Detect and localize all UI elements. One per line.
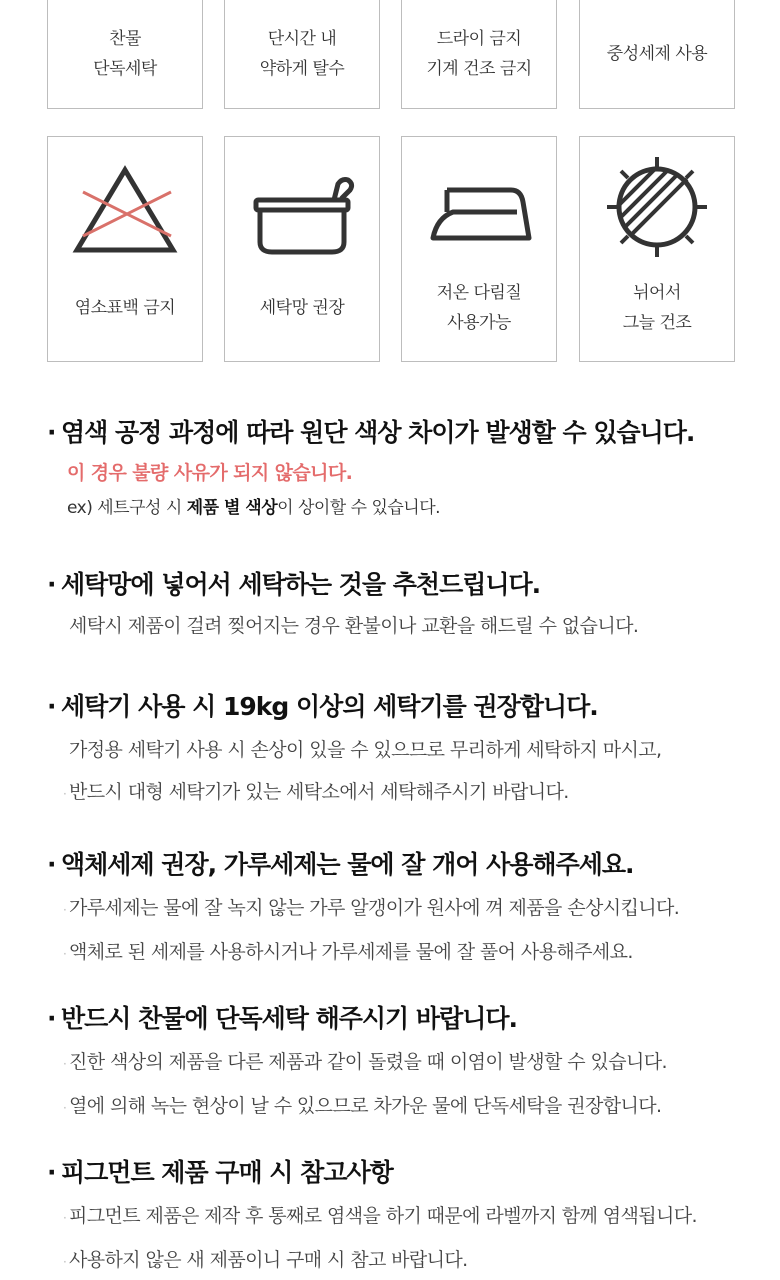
notice-title: · 반드시 찬물에 단독세탁 해주시기 바랍니다. (47, 1004, 518, 1033)
laundry-net-icon (225, 151, 379, 261)
notice-title: · 염색 공정 과정에 따라 원단 색상 차이가 발생할 수 있습니다. (47, 418, 695, 447)
care-label-line: 찬물 (109, 29, 141, 49)
care-label (225, 21, 379, 87)
care-label (48, 275, 202, 341)
notice-line: · 피그먼트 제품은 제작 후 통째로 염색을 하기 때문에 라벨까지 함께 염색됩니다. (63, 1205, 697, 1227)
notice-line: · 가루세제는 물에 잘 녹지 않는 가루 알갱이가 원사에 껴 제품을 손상시킵니다. (63, 897, 680, 919)
care-label-line: 사용가능 (447, 313, 511, 333)
care-card-cold-wash (47, 0, 203, 109)
notice-title: · 피그먼트 제품 구매 시 참고사항 (47, 1158, 393, 1187)
care-label (580, 275, 734, 341)
care-label-line: 염소표백 금지 (74, 298, 176, 318)
care-card-low-temp-iron (401, 136, 557, 362)
care-label-line: 약하게 탈수 (259, 59, 345, 79)
care-label (580, 21, 734, 87)
notice-detergent (47, 848, 747, 968)
care-label-line: 기계 건조 금지 (426, 59, 532, 79)
low-temp-iron-icon (402, 151, 556, 261)
no-bleach-icon (48, 151, 202, 261)
care-card-gentle-spin (224, 0, 380, 109)
care-card-neutral-detergent (579, 0, 735, 109)
care-label-line: 세탁망 권장 (259, 298, 345, 318)
care-label (225, 275, 379, 341)
flat-dry-icon (580, 151, 734, 261)
care-label-line: 저온 다림질 (436, 283, 522, 303)
notice-example: ex) 세트구성 시 제품 별 색상이 상이할 수 있습니다. (67, 498, 441, 518)
notice-laundry-net (47, 568, 747, 640)
care-label (402, 21, 556, 87)
notice-line: · 열에 의해 녹는 현상이 날 수 있으므로 차가운 물에 단독세탁을 권장합니다. (63, 1095, 662, 1117)
care-card-no-dry-clean (401, 0, 557, 109)
notice-washer-capacity (47, 690, 747, 808)
notice-line: · 반드시 대형 세탁기가 있는 세탁소에서 세탁해주시기 바랍니다. (63, 781, 569, 803)
care-label-line: 중성세제 사용 (606, 44, 708, 64)
care-label-line: 뉘어서 (633, 283, 681, 303)
care-label-line: 단시간 내 (267, 29, 337, 49)
notice-line: 세탁시 제품이 걸려 찢어지는 경우 환불이나 교환을 해드릴 수 없습니다. (69, 615, 639, 637)
notice-title: · 세탁망에 넣어서 세탁하는 것을 추천드립니다. (47, 570, 541, 599)
care-label (48, 21, 202, 87)
notice-line: · 진한 색상의 제품을 다른 제품과 같이 돌렸을 때 이염이 발생할 수 있습니다. (63, 1051, 667, 1073)
notice-line: · 액체로 된 세제를 사용하시거나 가루세제를 물에 잘 풀어 사용해주세요. (63, 941, 633, 963)
notice-warning: 이 경우 불량 사유가 되지 않습니다. (67, 462, 353, 484)
care-card-flat-dry (579, 136, 735, 362)
care-label-line: 그늘 건조 (622, 313, 692, 333)
notice-cold-wash (47, 1002, 747, 1122)
notice-color-variation (47, 416, 747, 522)
notice-line: 가정용 세탁기 사용 시 손상이 있을 수 있으므로 무리하게 세탁하지 마시고, (69, 739, 662, 761)
care-label-line: 드라이 금지 (436, 29, 522, 49)
care-card-laundry-net (224, 136, 380, 362)
notice-title: · 세탁기 사용 시 19kg 이상의 세탁기를 권장합니다. (47, 692, 598, 721)
notice-line: · 사용하지 않은 새 제품이니 구매 시 참고 바랍니다. (63, 1249, 468, 1271)
care-card-no-bleach (47, 136, 203, 362)
care-label (402, 275, 556, 341)
notice-pigment (47, 1156, 747, 1276)
care-label-line: 단독세탁 (93, 59, 157, 79)
notice-title: · 액체세제 권장, 가루세제는 물에 잘 개어 사용해주세요. (47, 850, 634, 879)
